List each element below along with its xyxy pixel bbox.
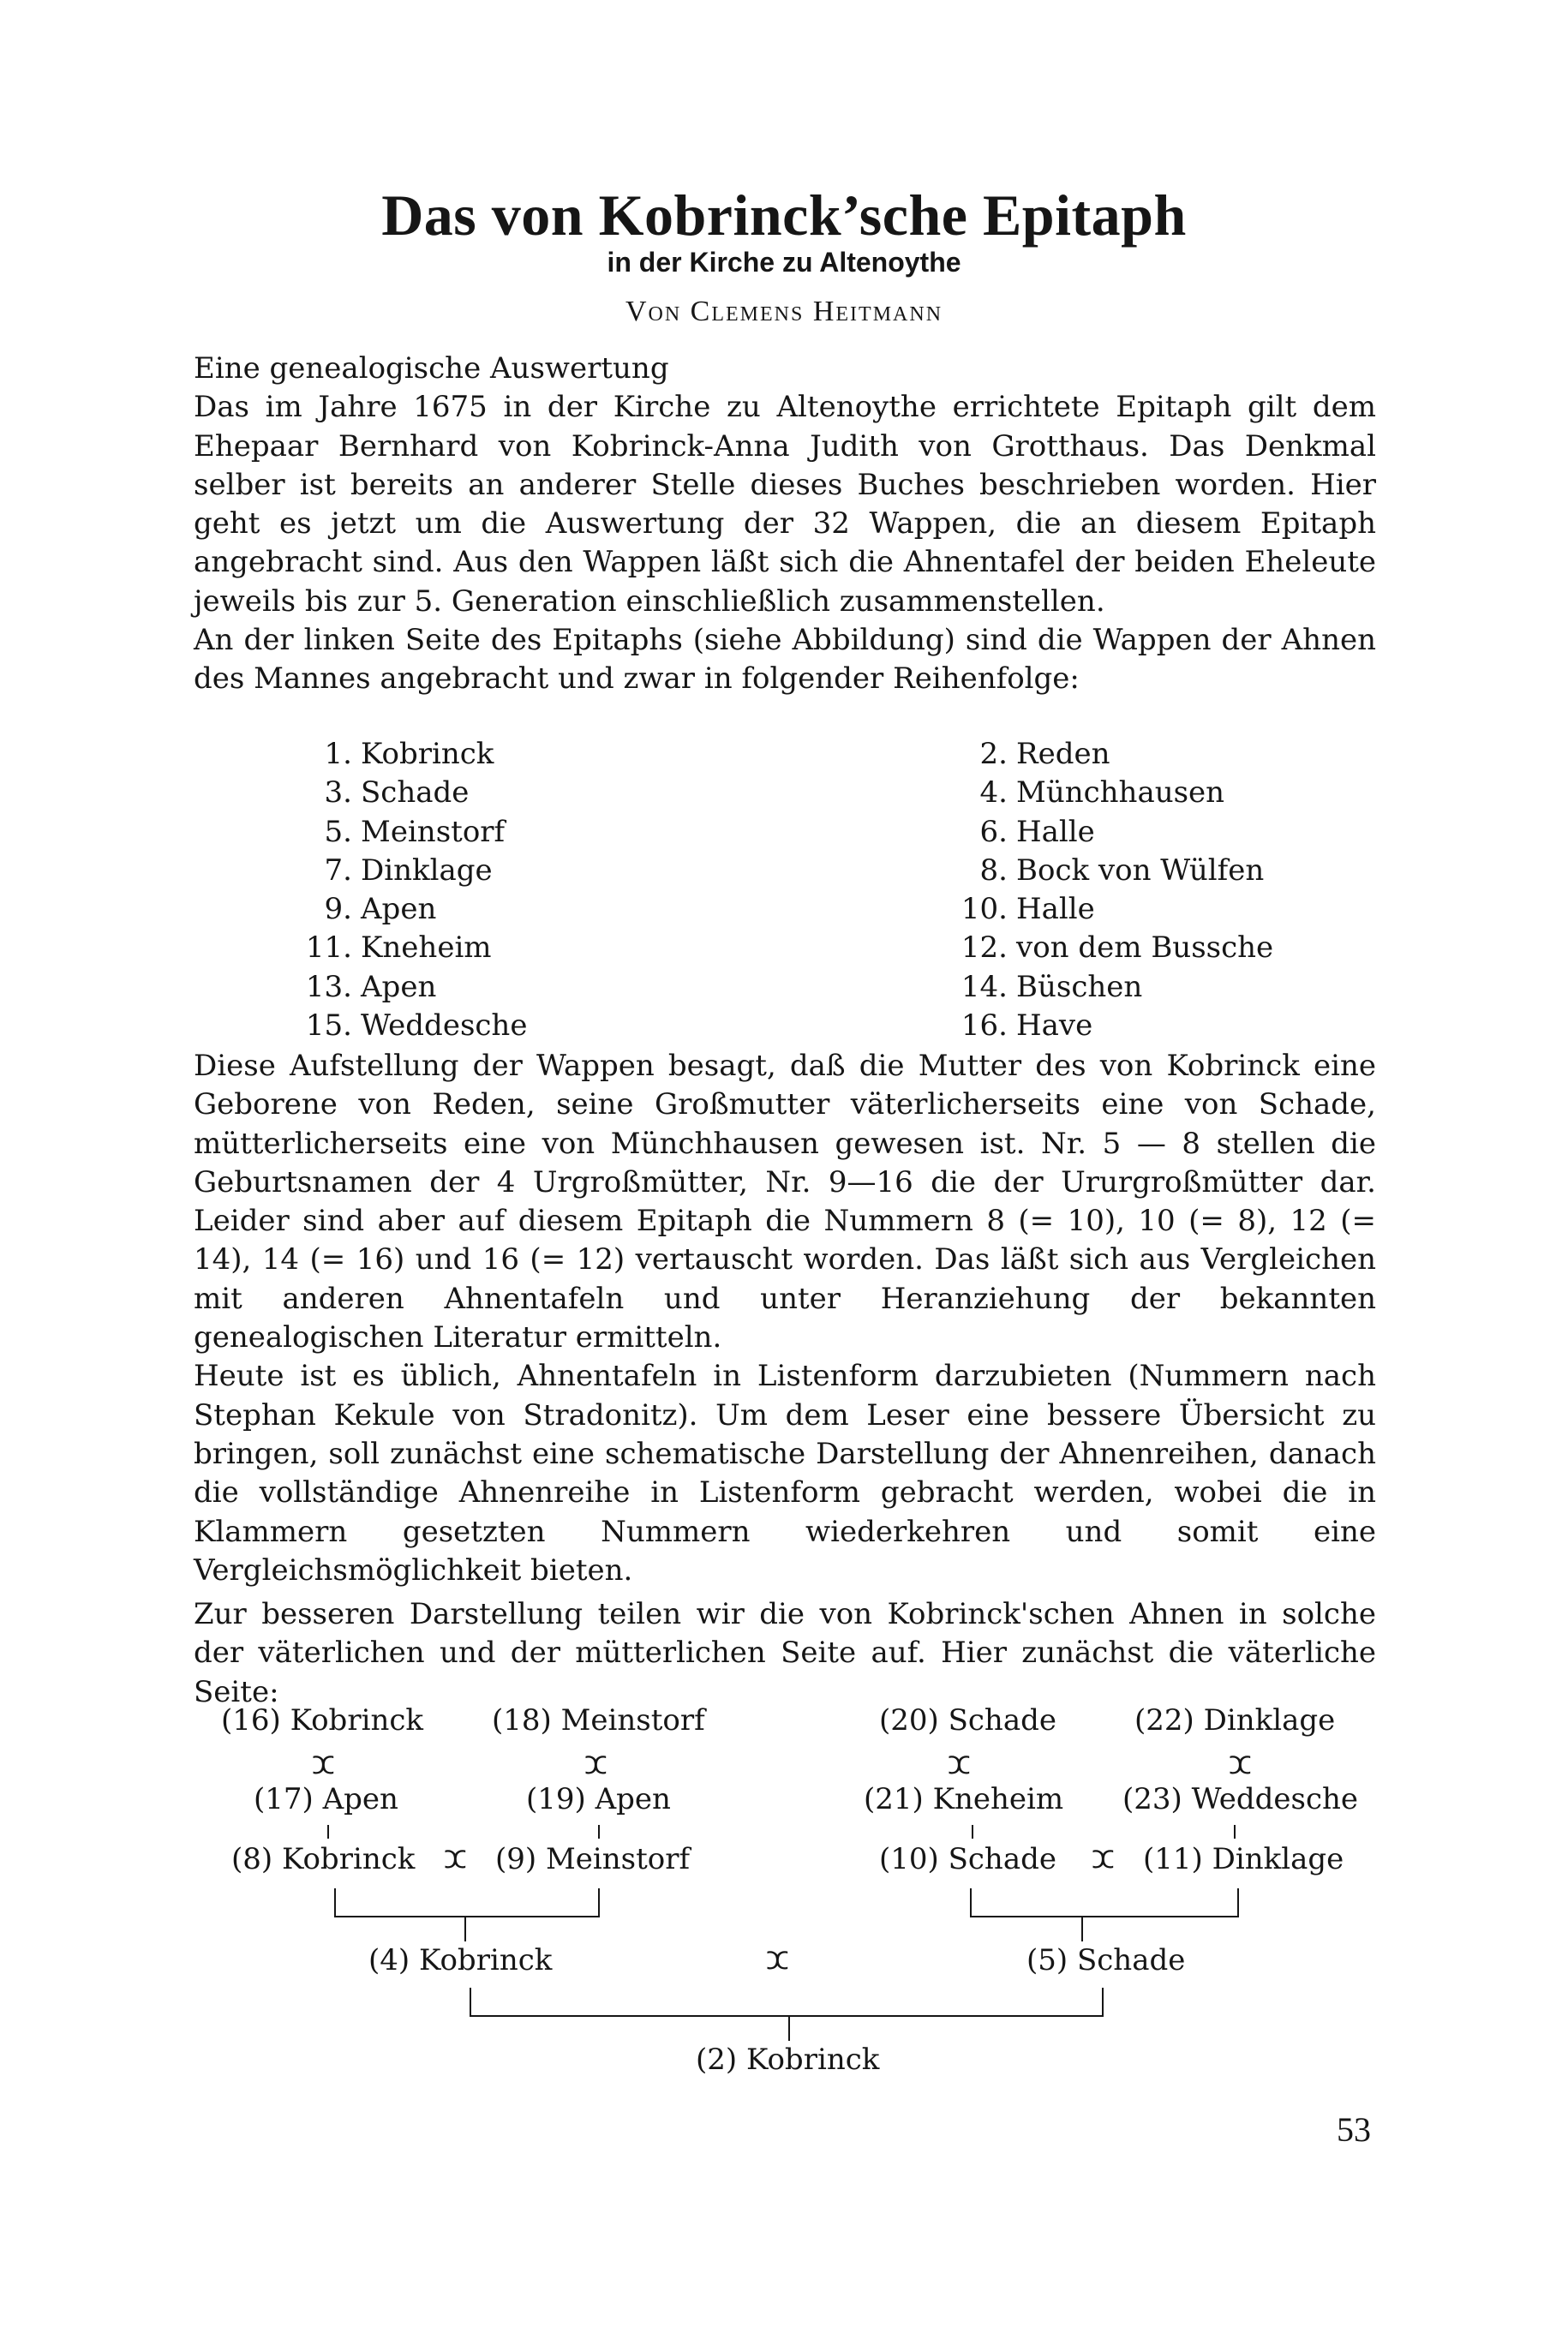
wappen-number: 12. [961, 930, 1008, 966]
wappen-number: 8. [979, 852, 1008, 888]
connector-line [972, 1825, 973, 1839]
ancestor-22: (22) Dinklage [1134, 1703, 1336, 1738]
page-subtitle: in der Kirche zu Altenoythe [607, 247, 961, 278]
author-line: Von Clemens Heitmann [625, 296, 943, 327]
connector-line [464, 1916, 466, 1941]
wappen-number: 16. [961, 1008, 1008, 1044]
wappen-name: Apen [361, 969, 437, 1004]
wappen-name: Kneheim [361, 930, 492, 966]
wappen-number: 11. [305, 930, 352, 966]
marriage-symbol: ⵋ [584, 1751, 607, 1780]
ancestor-10: (10) Schade [879, 1842, 1056, 1876]
wappen-number: 7. [324, 852, 352, 888]
paragraph: Diese Aufstellung der Wappen besagt, daß die Mutter des von Kobrinck eine Geborene von Reden, seine Großmutter väterlicherseits eine von Schade, mütterlicherseits eine von Münchhausen gewesen ist. Nr. 5 — 8 stellen die Geburtsnamen der 4 Urgroßmütter, Nr. 9—16 die der Ururgroßmütter dar. Leider sind aber auf diesem Epitaph die Nummern 8 (= 10), 10 (= 8), 12 (= 14), 14 (= 16) und 16 (= 12) vertauscht worden. Das läßt sich aus Vergleichen mit anderen Ahnentafeln und unter Heranziehung der bekannten genealogischen Literatur ermitteln. [194, 1049, 1376, 1355]
paragraph: An der linken Seite des Epitaphs (siehe Abbildung) sind die Wappen der Ahnen des Mannes angebracht und zwar in folgender Reihenfolge: [194, 623, 1376, 697]
ancestor-11: (11) Dinklage [1143, 1842, 1344, 1876]
section-heading: Eine genealogische Auswertung [194, 351, 669, 386]
ancestor-17: (17) Apen [254, 1782, 398, 1816]
wappen-name: Münchhausen [1016, 775, 1225, 811]
ancestor-2: (2) Kobrinck [696, 2043, 880, 2077]
page-title: Das von Kobrinck’sche Epitaph [381, 182, 1187, 248]
wappen-name: Halle [1016, 892, 1095, 927]
ancestor-18: (18) Meinstorf [492, 1703, 705, 1738]
wappen-number: 2. [979, 737, 1008, 771]
connector-line [970, 1916, 1239, 1917]
ancestor-5: (5) Schade [1026, 1943, 1186, 1977]
ancestor-23: (23) Weddesche [1122, 1782, 1359, 1816]
connector-line [334, 1888, 336, 1916]
ancestor-9: (9) Meinstorf [495, 1842, 691, 1876]
wappen-name: Meinstorf [361, 814, 506, 849]
ancestor-21: (21) Kneheim [864, 1782, 1064, 1816]
wappen-name: von dem Bussche [1016, 930, 1274, 966]
page-number: 53 [1337, 2110, 1371, 2149]
ancestor-20: (20) Schade [879, 1703, 1056, 1738]
connector-line [598, 1825, 600, 1839]
connector-line [1081, 1916, 1083, 1941]
connector-line [598, 1888, 600, 1916]
wappen-name: Weddesche [361, 1008, 528, 1044]
connector-line [1237, 1888, 1239, 1916]
connector-line [327, 1825, 329, 1839]
marriage-symbol: ⵋ [1092, 1845, 1115, 1874]
wappen-number: 14. [961, 969, 1008, 1004]
wappen-number: 3. [324, 775, 352, 811]
wappen-number: 15. [305, 1008, 352, 1044]
wappen-name: Apen [361, 892, 437, 927]
wappen-name: Bock von Wülfen [1016, 852, 1265, 888]
connector-line [970, 1888, 972, 1916]
wappen-name: Have [1016, 1008, 1093, 1044]
wappen-number: 1. [324, 737, 352, 771]
paragraph: Das im Jahre 1675 in der Kirche zu Altenoythe errichtete Epitaph gilt dem Ehepaar Bernhard von Kobrinck-Anna Judith von Grotthaus. Das Denkmal selber ist bereits an anderer Stelle dieses Buches beschrieben worden. Hier geht es jetzt um die Auswertung der 32 Wappen, die an diesem Epitaph angebracht sind. Aus den Wappen läßt sich die Ahnentafel der beiden Eheleute jeweils bis zur 5. Generation einschließlich zusammenstellen. [194, 390, 1376, 619]
marriage-symbol: ⵋ [766, 1947, 789, 1975]
wappen-number: 9. [324, 892, 352, 927]
wappen-number: 4. [979, 775, 1008, 811]
marriage-symbol: ⵋ [312, 1751, 335, 1780]
marriage-symbol: ⵋ [1229, 1751, 1252, 1780]
wappen-name: Schade [361, 775, 470, 811]
connector-line [334, 1916, 600, 1917]
wappen-name: Dinklage [361, 852, 493, 888]
connector-line [1234, 1825, 1236, 1839]
wappen-name: Reden [1016, 737, 1110, 771]
paragraph: Zur besseren Darstellung teilen wir die von Kobrinck'schen Ahnen in solche der väterlichen und der mütterlichen Seite auf. Hier zunächst die väterliche Seite: [194, 1597, 1376, 1709]
ancestor-19: (19) Apen [526, 1782, 671, 1816]
connector-line [470, 1988, 471, 2015]
ancestor-4: (4) Kobrinck [368, 1943, 553, 1977]
connector-line [1102, 1988, 1104, 2015]
ancestor-16: (16) Kobrinck [221, 1703, 423, 1738]
connector-line [470, 2015, 1104, 2017]
marriage-symbol: ⵋ [948, 1751, 971, 1780]
wappen-number: 5. [324, 814, 352, 849]
wappen-number: 6. [979, 814, 1008, 849]
ancestor-8: (8) Kobrinck [231, 1842, 416, 1876]
paragraph: Heute ist es üblich, Ahnentafeln in Listenform darzubieten (Nummern nach Stephan Kekule von Stradonitz). Um dem Leser eine bessere Übersicht zu bringen, soll zunächst eine schematische Darstellung der Ahnenreihen, danach die vollständige Ahnenreihe in Listenform gebracht werden, wobei die in Klammern gesetzten Nummern wiederkehren und somit eine Vergleichsmöglichkeit bieten. [194, 1359, 1376, 1588]
wappen-name: Kobrinck [361, 737, 494, 771]
wappen-name: Halle [1016, 814, 1095, 849]
wappen-number: 13. [305, 969, 352, 1004]
connector-line [788, 2015, 790, 2041]
marriage-symbol: ⵋ [444, 1845, 467, 1874]
wappen-number: 10. [961, 892, 1008, 927]
wappen-name: Büschen [1016, 969, 1143, 1004]
